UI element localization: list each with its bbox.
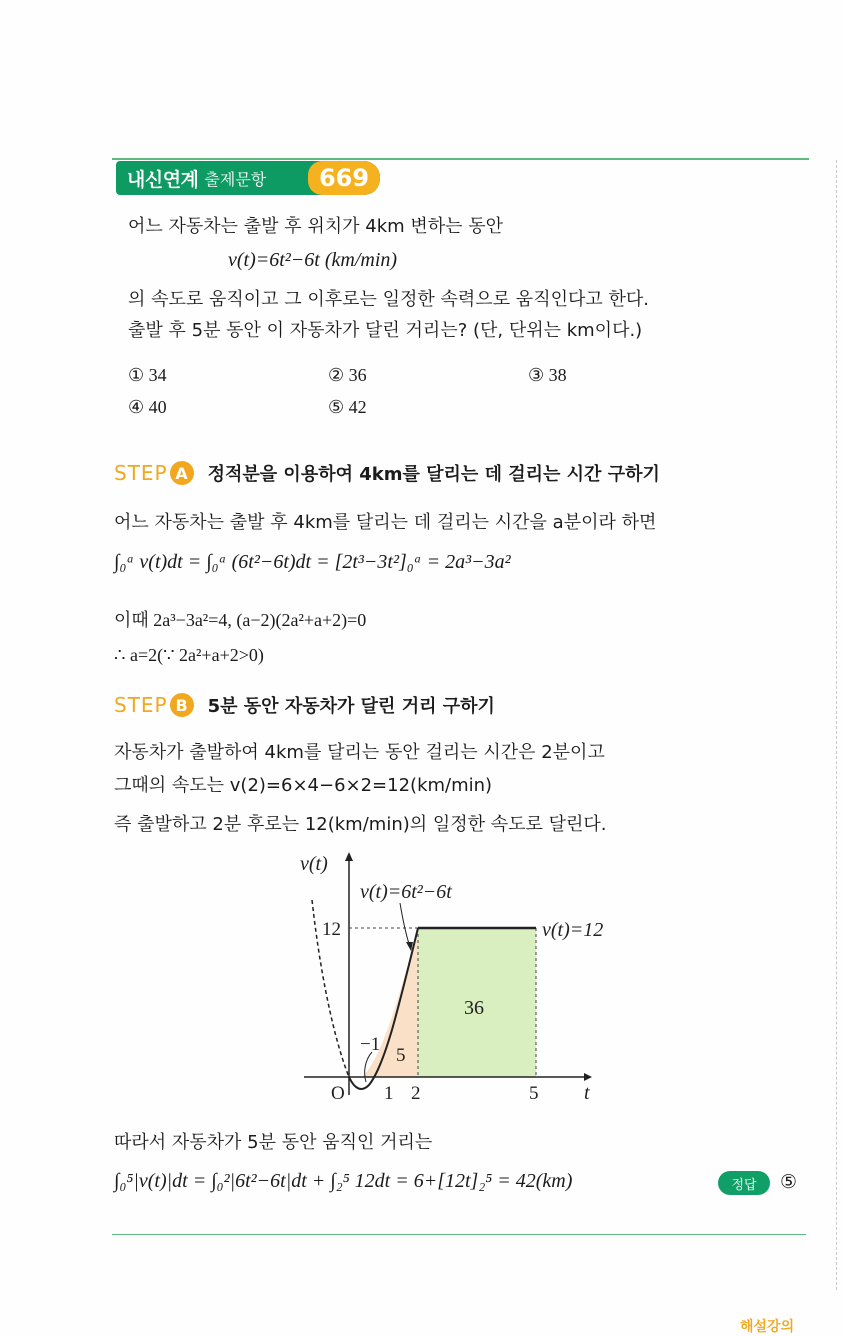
step-a-line-4: ∴ a=2(∵ 2a²+a+2>0) bbox=[114, 645, 264, 665]
x-tick-1: 1 bbox=[384, 1083, 394, 1104]
problem-line-1: 어느 자동차는 출발 후 위치가 4km 변하는 동안 bbox=[128, 216, 504, 237]
const-label: v(t)=12 bbox=[542, 919, 604, 941]
choice-5[interactable]: ⑤ 42 bbox=[328, 397, 367, 417]
step-b-line-1: 자동차가 출발하여 4km를 달리는 동안 걸리는 시간은 2분이고 bbox=[114, 742, 605, 763]
area-big-label: 36 bbox=[464, 997, 484, 1019]
step-a-title: 정적분을 이용하여 4km를 달리는 데 걸리는 시간 구하기 bbox=[207, 464, 660, 485]
x-tick-2: 2 bbox=[411, 1083, 421, 1104]
curve-label: v(t)=6t²−6t bbox=[360, 881, 452, 903]
y-axis-arrow bbox=[345, 852, 353, 861]
step-a-word: STEP bbox=[114, 461, 168, 485]
problem-line-2: 의 속도로 움직이고 그 이후로는 일정한 속력으로 움직인다고 한다. bbox=[128, 289, 649, 310]
header-title-bold: 내신연계 bbox=[127, 168, 199, 191]
step-b-title: 5분 동안 자동차가 달린 거리 구하기 bbox=[207, 696, 495, 717]
step-a-line-1: 어느 자동차는 출발 후 4km를 달리는 데 걸리는 시간을 a분이라 하면 bbox=[114, 512, 657, 533]
step-b-badge: B bbox=[170, 693, 194, 717]
corner-tab: 해설강의 bbox=[740, 1319, 795, 1335]
y-tick-minus-1: −1 bbox=[360, 1034, 381, 1055]
y-tick-12: 12 bbox=[322, 919, 341, 940]
step-a-badge: A bbox=[170, 461, 194, 485]
area-small-label: 5 bbox=[396, 1045, 406, 1066]
problem-formula: v(t)=6t²−6t (km/min) bbox=[228, 249, 398, 271]
origin-label: O bbox=[331, 1083, 345, 1104]
x-axis-label: t bbox=[584, 1082, 590, 1104]
choice-1[interactable]: ① 34 bbox=[128, 365, 167, 385]
conclusion-line-2: ∫₀⁵|v(t)|dt = ∫₀²|6t²−6t|dt + ∫₂⁵ 12dt = 6+[12t]₂⁵ = 42(km) bbox=[114, 1170, 573, 1192]
answer-badge: 정답 bbox=[718, 1171, 770, 1195]
choice-3[interactable]: ③ 38 bbox=[528, 365, 567, 385]
choice-4[interactable]: ④ 40 bbox=[128, 397, 167, 417]
step-a-line-3: 이때 2a³−3a²=4, (a−2)(2a²+a+2)=0 bbox=[114, 610, 367, 630]
step-b-word: STEP bbox=[114, 693, 168, 717]
footer-rule bbox=[112, 1234, 806, 1235]
x-tick-5: 5 bbox=[529, 1083, 539, 1104]
x-axis-arrow bbox=[584, 1073, 592, 1081]
step-a-line-2: ∫₀ᵃ v(t)dt = ∫₀ᵃ (6t²−6t)dt = [2t³−3t²]₀ᵃ = 2a³−3a² bbox=[114, 551, 511, 573]
problem-number: 669 bbox=[308, 161, 380, 195]
answer-value: ⑤ bbox=[780, 1171, 798, 1193]
step-b-line-3: 즉 출발하고 2분 후로는 12(km/min)의 일정한 속도로 달린다. bbox=[114, 814, 607, 835]
step-b-line-2: 그때의 속도는 v(2)=6×4−6×2=12(km/min) bbox=[114, 775, 493, 796]
problem-line-3: 출발 후 5분 동안 이 자동차가 달린 거리는? (단, 단위는 km이다.) bbox=[128, 320, 643, 341]
y-axis-label: v(t) bbox=[300, 853, 328, 875]
choice-2[interactable]: ② 36 bbox=[328, 365, 367, 385]
curve-label-arrow bbox=[400, 903, 410, 947]
conclusion-line-1: 따라서 자동차가 5분 동안 움직인 거리는 bbox=[114, 1132, 433, 1153]
header-title-light: 출제문항 bbox=[204, 169, 267, 189]
